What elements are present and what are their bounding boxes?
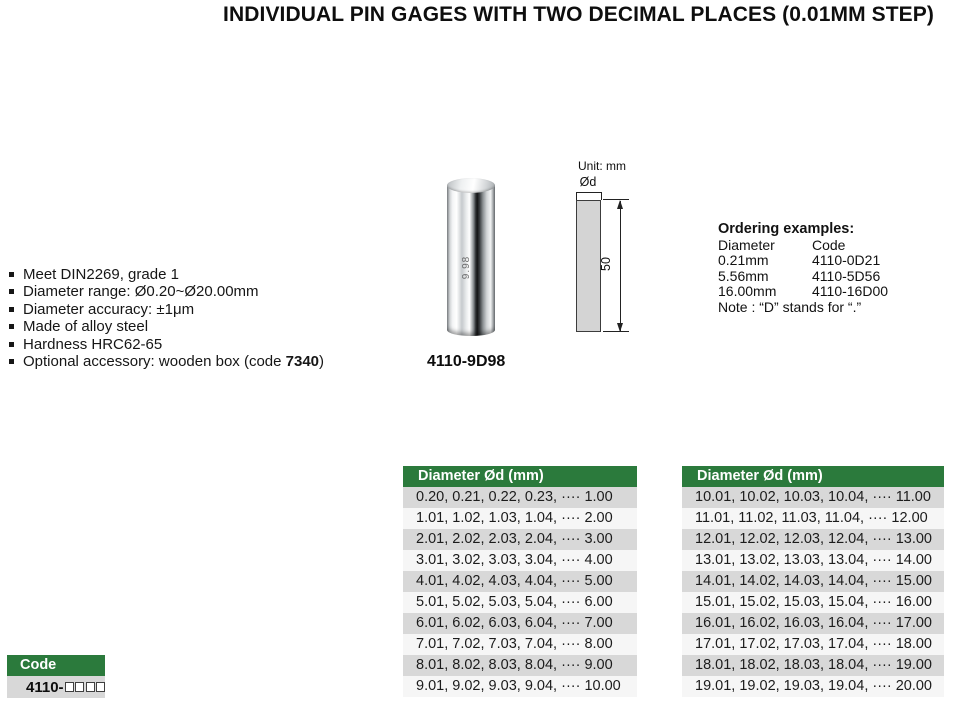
- table-row: 16.01, 16.02, 16.03, 16.04, ···· 17.00: [682, 613, 944, 634]
- table-row: 15.01, 15.02, 15.03, 15.04, ···· 16.00: [682, 592, 944, 613]
- diameter-table-2: [682, 466, 944, 697]
- feature-item: Diameter accuracy: ±1μm: [9, 301, 324, 318]
- ordering-code: 4110-5D56: [812, 267, 881, 284]
- ordering-row: [718, 284, 888, 300]
- feature-text: Optional accessory: wooden box (code: [23, 353, 286, 371]
- table-row: 13.01, 13.02, 13.03, 13.04, ···· 14.00: [682, 550, 944, 571]
- feature-item: Meet DIN2269, grade 1: [9, 266, 324, 283]
- diameter-dim-label: Ød: [579, 175, 597, 189]
- feature-item: Hardness HRC62-65: [9, 336, 324, 353]
- code-prefix: 4110-: [26, 678, 64, 696]
- pin-gage-photo: [447, 178, 495, 336]
- code-placeholder-square: [96, 682, 105, 692]
- table-row: 12.01, 12.02, 12.03, 12.04, ···· 13.00: [682, 529, 944, 550]
- feature-item: Made of alloy steel: [9, 318, 324, 335]
- table-row: 9.01, 9.02, 9.03, 9.04, ···· 10.00: [403, 676, 637, 697]
- ordering-row: [718, 269, 888, 285]
- table-body: [403, 487, 637, 697]
- code-placeholder-square: [86, 682, 95, 692]
- table-header: Diameter Ød (mm): [403, 466, 637, 487]
- table-row: 6.01, 6.02, 6.03, 6.04, ···· 7.00: [403, 613, 637, 634]
- diameter-table-1: [403, 466, 637, 697]
- diameter-dimension-line: [576, 192, 602, 200]
- ordering-code: 4110-0D21: [812, 252, 881, 269]
- pin-engraving: 9.98: [461, 255, 473, 280]
- ordering-heading: Ordering examples:: [718, 221, 855, 237]
- feature-text: ): [319, 353, 325, 371]
- ordering-diameter: 16.00mm: [718, 283, 777, 300]
- ordering-col-diameter: Diameter: [718, 236, 775, 253]
- dimension-arrow-up-icon: [617, 200, 623, 209]
- table-row: 18.01, 18.02, 18.03, 18.04, ···· 19.00: [682, 655, 944, 676]
- ordering-examples: [718, 222, 888, 316]
- product-model-label: 4110-9D98: [427, 353, 506, 370]
- feature-item: Diameter range: Ø0.20~Ø20.00mm: [9, 283, 324, 300]
- ordering-column-headers: [718, 238, 888, 254]
- code-box-value: [7, 676, 105, 698]
- code-placeholder-square: [75, 682, 84, 692]
- length-dim-label: 50: [598, 257, 613, 271]
- unit-label: Unit: mm: [578, 159, 626, 173]
- page-title: INDIVIDUAL PIN GAGES WITH TWO DECIMAL PLACES (0.01MM STEP): [223, 3, 934, 26]
- order-code-box: [7, 655, 105, 698]
- dimension-arrow-down-icon: [617, 323, 623, 332]
- extension-line-top: [603, 199, 629, 200]
- extension-line-bottom: [603, 331, 629, 332]
- feature-list: [9, 266, 324, 370]
- ordering-diameter: 5.56mm: [718, 267, 769, 284]
- table-row: 3.01, 3.02, 3.03, 3.04, ···· 4.00: [403, 550, 637, 571]
- ordering-code: 4110-16D00: [812, 283, 889, 300]
- table-row: 0.20, 0.21, 0.22, 0.23, ···· 1.00: [403, 487, 637, 508]
- ordering-diameter: 0.21mm: [718, 252, 769, 269]
- accessory-code: 7340: [285, 353, 320, 371]
- table-row: 5.01, 5.02, 5.03, 5.04, ···· 6.00: [403, 592, 637, 613]
- table-body: [682, 487, 944, 697]
- table-row: 11.01, 11.02, 11.03, 11.04, ···· 12.00: [682, 508, 944, 529]
- code-placeholder-square: [65, 682, 74, 692]
- feature-item-optional-accessory: [9, 353, 324, 370]
- ordering-row: [718, 253, 888, 269]
- table-row: 1.01, 1.02, 1.03, 1.04, ···· 2.00: [403, 508, 637, 529]
- table-row: 4.01, 4.02, 4.03, 4.04, ···· 5.00: [403, 571, 637, 592]
- table-row: 7.01, 7.02, 7.03, 7.04, ···· 8.00: [403, 634, 637, 655]
- length-dimension-line: [620, 201, 621, 331]
- table-row: 8.01, 8.02, 8.03, 8.04, ···· 9.00: [403, 655, 637, 676]
- table-row: 19.01, 19.02, 19.03, 19.04, ···· 20.00: [682, 676, 944, 697]
- pin-top-face: [447, 178, 495, 193]
- ordering-col-code: Code: [812, 236, 846, 253]
- table-row: 17.01, 17.02, 17.03, 17.04, ···· 18.00: [682, 634, 944, 655]
- ordering-note: Note : “D” stands for “.”: [718, 298, 862, 315]
- pin-outline-drawing: [576, 200, 601, 332]
- table-row: 2.01, 2.02, 2.03, 2.04, ···· 3.00: [403, 529, 637, 550]
- table-header: Diameter Ød (mm): [682, 466, 944, 487]
- table-row: 14.01, 14.02, 14.03, 14.04, ···· 15.00: [682, 571, 944, 592]
- table-row: 10.01, 10.02, 10.03, 10.04, ···· 11.00: [682, 487, 944, 508]
- code-box-header: Code: [7, 655, 105, 676]
